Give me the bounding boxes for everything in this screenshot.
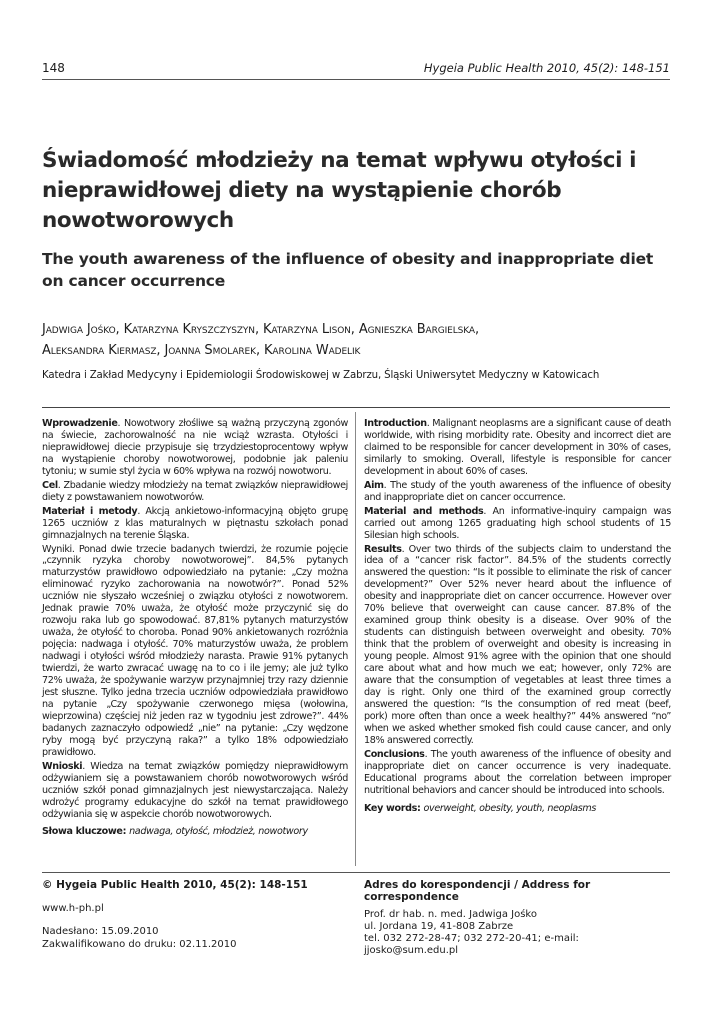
section-heading: Wnioski: [42, 760, 83, 772]
section-text: . Over two thirds of the subjects claim to understand the idea of a “cancer risk factor”. 84.5% of the students correctly answered the question: “Is it possible to eliminate the risk of cancer development?” Over 52% never heard about the influence of obesity and inappropriate diet on cancer occurrence. However over 70% believe that overweight can cause cancer. 87.8% of the examined group think obesity is a disease. Over 90% of the students can distinguish between overweight and obesity. 70% think that the problem of overweight and obesity is increasing in young people. Almost 91% agree with the opinion that one should care about what and how much we eat; however, only 72% are aware that the consumption of vegetables at least three times a day is right. Only one third of the examined group correctly answered the question: “Is the consumption of red meat (beef, pork) more often than once a week healthy?” 44% answered “no” when we asked whether smoked fish could cause cancer, and only 18% answered correctly.: [364, 543, 671, 746]
column-divider: [355, 412, 356, 866]
section-heading: Materiał i metody: [42, 505, 138, 517]
article-title-polish: Świadomość młodzieży na temat wpływu otyłości i nieprawidłowej diety na wystąpienie chorób nowotworowych: [42, 148, 637, 233]
abstract-polish: [42, 418, 348, 840]
abstract-pl-methods: [42, 506, 348, 542]
keywords-text: nadwaga, otyłość, młodzież, nowotwory: [129, 826, 308, 838]
abstract-en-conclusions: [364, 749, 671, 797]
author-list: [42, 319, 672, 361]
footer-divider: [42, 872, 670, 873]
journal-header: Hygeia Public Health 2010, 45(2): 148-151: [423, 61, 670, 75]
abstract-en-results: [364, 544, 671, 747]
authors-line-1: Jadwiga Jośko, Katarzyna Kryszczyszyn, Katarzyna Lison, Agnieszka Bargielska,: [42, 322, 480, 337]
correspondence-name: Prof. dr hab. n. med. Jadwiga Jośko: [364, 909, 537, 920]
publication-info: [42, 879, 342, 951]
abstract-en-introduction: [364, 418, 671, 478]
section-heading: Introduction: [364, 418, 427, 429]
section-heading: Wyniki: [42, 543, 72, 555]
correspondence-street: ul. Jordana 19, 41-808 Zabrze: [364, 921, 514, 932]
abstract-en-aim: [364, 480, 671, 504]
page-number: 148: [42, 61, 65, 75]
section-heading: Material and methods: [364, 505, 484, 517]
correspondence-title: Adres do korespondencji / Address for correspondence: [364, 879, 591, 903]
section-text: . Akcją ankietowo-informacyjną objęto grupę 1265 uczniów z klas maturalnych w piętnastu szkołach ponad gimnazjalnych na terenie Śląska.: [42, 505, 348, 541]
correspondence-contact[interactable]: tel. 032 272-28-47; 032 272-20-41; e-mail: jjosko@sum.edu.pl: [364, 933, 579, 956]
section-text: . Nowotwory złośliwe są ważną przyczyną zgonów na świecie, zachorowalność na nie wciąż wzrasta. Otyłości i nieprawidłowej diecie przypisuje się trzydziestoprocentowy wpływ na wystąpienie choroby nowotworowej, podobnie jak paleniu tytoniu; w sumie styl życia w 60% wpływa na rozwój nowotworu.: [42, 418, 348, 477]
section-text: . Ponad dwie trzecie badanych twierdzi, że rozumie pojęcie „czynnik ryzyka choroby nowotworowej”. 84,5% pytanych maturzystów prawidłowo odpowiedziało na pytanie: „Czy można eliminować ryzyko zachorowania na nowotwór?”. Ponad 52% uczniów nie słyszało wcześniej o związku otyłości z nowotworem. Jednak prawie 70% uważa, że otyłość może przyczynić się do rozwoju raka lub go spowodować. 87,81% pytanych maturzystów uważa, że otyłość to choroba. Ponad 90% ankietowanych rozróżnia pojęcia: nadwaga i otyłość. 70% maturzystów uważa, że problem nadwagi i otyłości wśród młodzieży narasta. Prawie 91% pytanych twierdzi, że warto zwracać uwagę na to co i ile jemy; ale już tylko 72% uważa, że spożywanie warzyw przynajmniej trzy razy dziennie jest słuszne. Tylko jedna trzecia uczniów odpowiedziała prawidłowo na pytanie „Czy spożywanie czerwonego mięsa (wołowina, wieprzowina) częściej niż jeden raz w tygodniu jest zdrowe?”. 44% badanych zaznaczyło odpowiedź „nie” na pytanie: „Czy wędzone ryby mogą być przyczyną raka?” a tylko 18% odpowiedziało prawidłowo.: [42, 543, 348, 758]
section-heading: Wprowadzenie: [42, 418, 118, 429]
received-date: Nadesłano: 15.09.2010: [42, 926, 159, 937]
website-link[interactable]: www.h-ph.pl: [42, 903, 104, 914]
correspondence-address: [364, 879, 674, 957]
section-text: . The study of the youth awareness of the influence of obesity and inappropriate diet on cancer occurrence.: [364, 479, 671, 503]
copyright-line: © Hygeia Public Health 2010, 45(2): 148-151: [42, 879, 308, 891]
affiliation: Katedra i Zakład Medycyny i Epidemiologii Środowiskowej w Zabrzu, Śląski Uniwersytet Medyczny w Katowicach: [42, 370, 600, 381]
section-text: . An informative-inquiry campaign was carried out among 1265 graduating high school students of 15 Silesian high schools.: [364, 505, 671, 541]
abstract-pl-aim: [42, 480, 348, 504]
keywords-label: Słowa kluczowe: [42, 826, 123, 838]
keywords-text: overweight, obesity, youth, neoplasms: [423, 802, 597, 814]
abstract-en-methods: [364, 506, 671, 542]
header-divider: [42, 79, 670, 80]
keywords-english: Key words: overweight, obesity, youth, neoplasms: [364, 802, 597, 814]
section-heading: Cel: [42, 479, 58, 491]
article-title-english: The youth awareness of the influence of obesity and inappropriate diet on cancer occurrence: [42, 250, 654, 290]
section-text: . Zbadanie wiedzy młodzieży na temat związków nieprawidłowej diety z powstawaniem nowotworów.: [42, 479, 348, 503]
section-heading: Conclusions: [364, 748, 425, 760]
abstract-pl-results: [42, 544, 348, 759]
keywords-polish: Słowa kluczowe: nadwaga, otyłość, młodzież, nowotwory: [42, 826, 308, 838]
abstract-english: [364, 418, 671, 817]
section-heading: Aim: [364, 479, 384, 491]
authors-line-2: Aleksandra Kiermasz, Joanna Smolarek, Karolina Wadelik: [42, 343, 361, 358]
section-text: . Wiedza na temat związków pomiędzy nieprawidłowym odżywianiem się a powstawaniem chorób nowotworowych wśród uczniów szkół ponad gimnazjalnych jest niewystarczająca. Należy wdrożyć programy edukacyjne do szkół na temat prawidłowego odżywiania się w aspekcie chorób nowotworowych.: [42, 760, 348, 820]
keywords-label: Key words: [364, 802, 417, 814]
section-text: . The youth awareness of the influence of obesity and inappropriate diet on cancer occurrence is very inadequate. Educational programs about the correlation between improper nutritional behaviors and cancer should be introduced into schools.: [364, 748, 671, 796]
section-heading: Results: [364, 543, 402, 555]
section-text: . Malignant neoplasms are a significant cause of death worldwide, with rising morbidity rate. Obesity and incorrect diet are claimed to be responsible for cancer development in 30% of cases, similarly to smoking. Overall, lifestyle is responsible for cancer development in about 60% of cases.: [364, 418, 671, 477]
abstract-pl-conclusions: [42, 761, 348, 821]
abstract-top-divider: [42, 407, 670, 408]
abstract-pl-introduction: [42, 418, 348, 478]
accepted-date: Zakwalifikowano do druku: 02.11.2010: [42, 939, 237, 950]
